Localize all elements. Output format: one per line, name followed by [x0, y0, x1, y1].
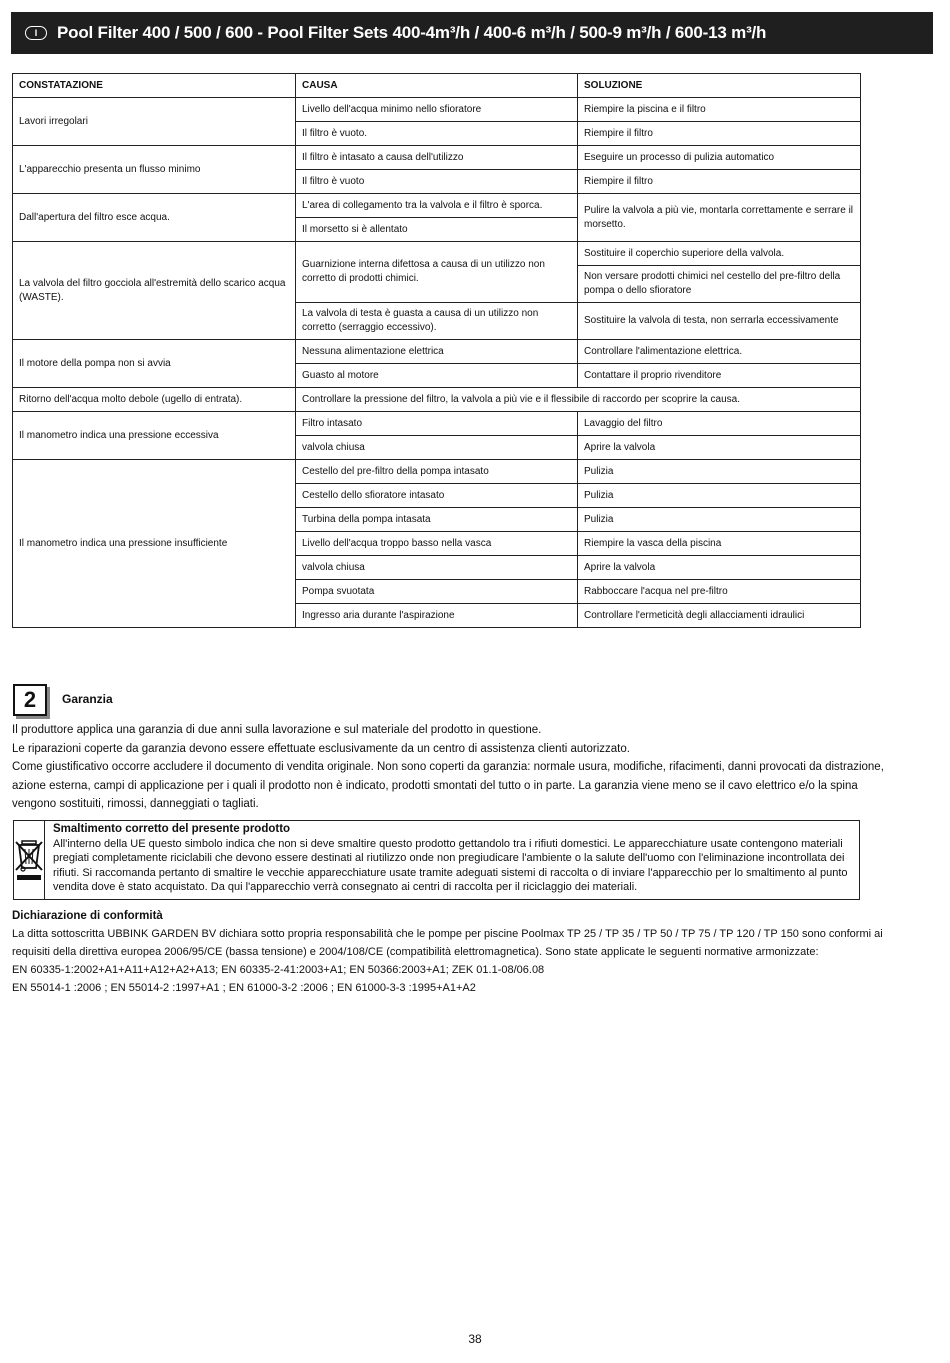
- conformity-title: Dichiarazione di conformità: [12, 910, 163, 922]
- conformity-line: EN 55014-1 :2006 ; EN 55014-2 :1997+A1 ; EN 61000-3-2 :2006 ; EN 61000-3-3 :1995+A1+A2: [12, 982, 476, 994]
- solution-cell: Controllare l'ermeticità degli allacciamenti idraulici: [578, 604, 861, 628]
- warranty-paragraph: Le riparazioni coperte da garanzia devono essere effettuate esclusivamente da un centro di assistenza clienti autorizzato.: [12, 742, 630, 755]
- cause-cell: L'area di collegamento tra la valvola e il filtro è sporca.: [296, 194, 578, 218]
- solution-cell: Pulire la valvola a più vie, montarla correttamente e serrare il morsetto.: [578, 194, 861, 242]
- table-row: [13, 146, 861, 170]
- cause-cell: Il morsetto si è allentato: [296, 218, 578, 242]
- problem-cell: Dall'apertura del filtro esce acqua.: [13, 194, 296, 242]
- language-badge: I: [25, 26, 47, 40]
- cause-cell: Il filtro è intasato a causa dell'utilizzo: [296, 146, 578, 170]
- cause-cell: Il filtro è vuoto.: [296, 122, 578, 146]
- conformity-line: EN 60335-1:2002+A1+A11+A12+A2+A13; EN 60335-2-41:2003+A1; EN 50366:2003+A1; ZEK 01.1-08/06.08: [12, 964, 545, 976]
- disposal-icon-cell: [14, 821, 45, 899]
- cause-cell: Cestello dello sfioratore intasato: [296, 484, 578, 508]
- section-number-badge: 2: [13, 684, 47, 716]
- cause-cell: valvola chiusa: [296, 436, 578, 460]
- problem-cell: L'apparecchio presenta un flusso minimo: [13, 146, 296, 194]
- solution-cell: Contattare il proprio rivenditore: [578, 364, 861, 388]
- cause-cell: Livello dell'acqua minimo nello sfioratore: [296, 98, 578, 122]
- solution-cell: Riempire la piscina e il filtro: [578, 98, 861, 122]
- disposal-body: All'interno della UE questo simbolo indica che non si deve smaltire questo prodotto gettandolo tra i rifiuti domestici. Le apparecchiature usate contengono materiali pregiati completamente riciclabili che devono essere destinati al riutilizzo onde non pregiudicare l'ambiente o la salute dell'uomo con l'eliminazione incontrollata dei rifiuti. Si raccomanda pertanto di smaltire le vecchie apparecchiature usate tramite adeguati sistemi di raccolta o di inviare l'apparecchio per lo smaltimento al punto vendita dove è stato acquistato. Da qui l'apparecchio verrà consegnato ai centri di raccolta per il riciclaggio dei materiali.: [53, 837, 848, 893]
- cause-cell: Turbina della pompa intasata: [296, 508, 578, 532]
- cause-cell: La valvola di testa è guasta a causa di un utilizzo non corretto (serraggio eccessivo).: [296, 303, 578, 340]
- solution-cell: Sostituire la valvola di testa, non serrarla eccessivamente: [578, 303, 861, 340]
- column-header-solution: SOLUZIONE: [578, 74, 861, 98]
- cause-cell: Il filtro è vuoto: [296, 170, 578, 194]
- solution-cell: Sostituire il coperchio superiore della valvola.: [578, 242, 861, 266]
- cause-cell: Guarnizione interna difettosa a causa di un utilizzo non corretto di prodotti chimici.: [296, 242, 578, 303]
- warranty-paragraph: Come giustificativo occorre accludere il documento di vendita originale. Non sono coperti da garanzia: normale usura, modifiche, rifacimenti, danni provocati da distrazione, azione esterna, campi di applicazione per i quali il prodotto non è indicato, prodotti smontati del tutto o in parte. La garanzia viene meno se il cavo elettrico e/o la spina vengono sostituiti, rimossi, danneggiati o tagliati.: [12, 761, 884, 810]
- conformity-section: [12, 907, 912, 997]
- column-header-cause: CAUSA: [296, 74, 578, 98]
- table-header-row: [13, 74, 861, 98]
- problem-cell: Il motore della pompa non si avvia: [13, 340, 296, 388]
- merged-cause-solution-cell: Controllare la pressione del filtro, la valvola a più vie e il flessibile di raccordo per scoprire la causa.: [296, 388, 861, 412]
- warranty-title: Garanzia: [62, 692, 113, 706]
- solution-cell: Non versare prodotti chimici nel cestello del pre-filtro della pompa o dello sfioratore: [578, 266, 861, 303]
- solution-cell: Rabboccare l'acqua nel pre-filtro: [578, 580, 861, 604]
- problem-cell: Il manometro indica una pressione eccessiva: [13, 412, 296, 460]
- disposal-text: [45, 821, 859, 899]
- table-row: [13, 412, 861, 436]
- page-number: 38: [468, 1332, 482, 1346]
- cause-cell: Livello dell'acqua troppo basso nella vasca: [296, 532, 578, 556]
- cause-cell: Ingresso aria durante l'aspirazione: [296, 604, 578, 628]
- cause-cell: Guasto al motore: [296, 364, 578, 388]
- header-bar: [11, 12, 933, 54]
- problem-cell: Lavori irregolari: [13, 98, 296, 146]
- problem-cell: Ritorno dell'acqua molto debole (ugello di entrata).: [13, 388, 296, 412]
- warranty-paragraph: Il produttore applica una garanzia di due anni sulla lavorazione e sul materiale del prodotto in questione.: [12, 724, 542, 736]
- solution-cell: Aprire la valvola: [578, 556, 861, 580]
- solution-cell: Aprire la valvola: [578, 436, 861, 460]
- table-row: [13, 98, 861, 122]
- solution-cell: Pulizia: [578, 460, 861, 484]
- table-row: [13, 340, 861, 364]
- solution-cell: Riempire la vasca della piscina: [578, 532, 861, 556]
- table-row: [13, 242, 861, 266]
- disposal-box: [13, 820, 860, 900]
- warranty-text: [12, 721, 892, 814]
- solution-cell: Lavaggio del filtro: [578, 412, 861, 436]
- cause-cell: Pompa svuotata: [296, 580, 578, 604]
- conformity-line: La ditta sottoscritta UBBINK GARDEN BV dichiara sotto propria responsabilità che le pompe per piscine Poolmax TP 25 / TP 35 / TP 50 / TP 75 / TP 120 / TP 150 sono conformi ai requisiti della direttiva europea 2006/95/CE (bassa tensione) e 2004/108/CE (compatibilità elettromagnetica). Sono state applicate le seguenti normative armonizzate:: [12, 928, 883, 958]
- table-row: [13, 460, 861, 484]
- crossed-out-wheelie-bin-icon: [14, 838, 44, 882]
- solution-cell: Pulizia: [578, 484, 861, 508]
- table-row: [13, 194, 861, 218]
- solution-cell: Eseguire un processo di pulizia automatico: [578, 146, 861, 170]
- cause-cell: Filtro intasato: [296, 412, 578, 436]
- troubleshooting-table: [12, 73, 861, 628]
- cause-cell: Nessuna alimentazione elettrica: [296, 340, 578, 364]
- problem-cell: La valvola del filtro gocciola all'estremità dello scarico acqua (WASTE).: [13, 242, 296, 340]
- column-header-problem: CONSTATAZIONE: [13, 74, 296, 98]
- solution-cell: Controllare l'alimentazione elettrica.: [578, 340, 861, 364]
- page-title: Pool Filter 400 / 500 / 600 - Pool Filter Sets 400-4m³/h / 400-6 m³/h / 500-9 m³/h / 600-13 m³/h: [57, 23, 767, 42]
- cause-cell: valvola chiusa: [296, 556, 578, 580]
- solution-cell: Riempire il filtro: [578, 122, 861, 146]
- solution-cell: Pulizia: [578, 508, 861, 532]
- solution-cell: Riempire il filtro: [578, 170, 861, 194]
- problem-cell: Il manometro indica una pressione insufficiente: [13, 460, 296, 628]
- disposal-title: Smaltimento corretto del presente prodotto: [53, 823, 291, 835]
- table-row: [13, 388, 861, 412]
- cause-cell: Cestello del pre-filtro della pompa intasato: [296, 460, 578, 484]
